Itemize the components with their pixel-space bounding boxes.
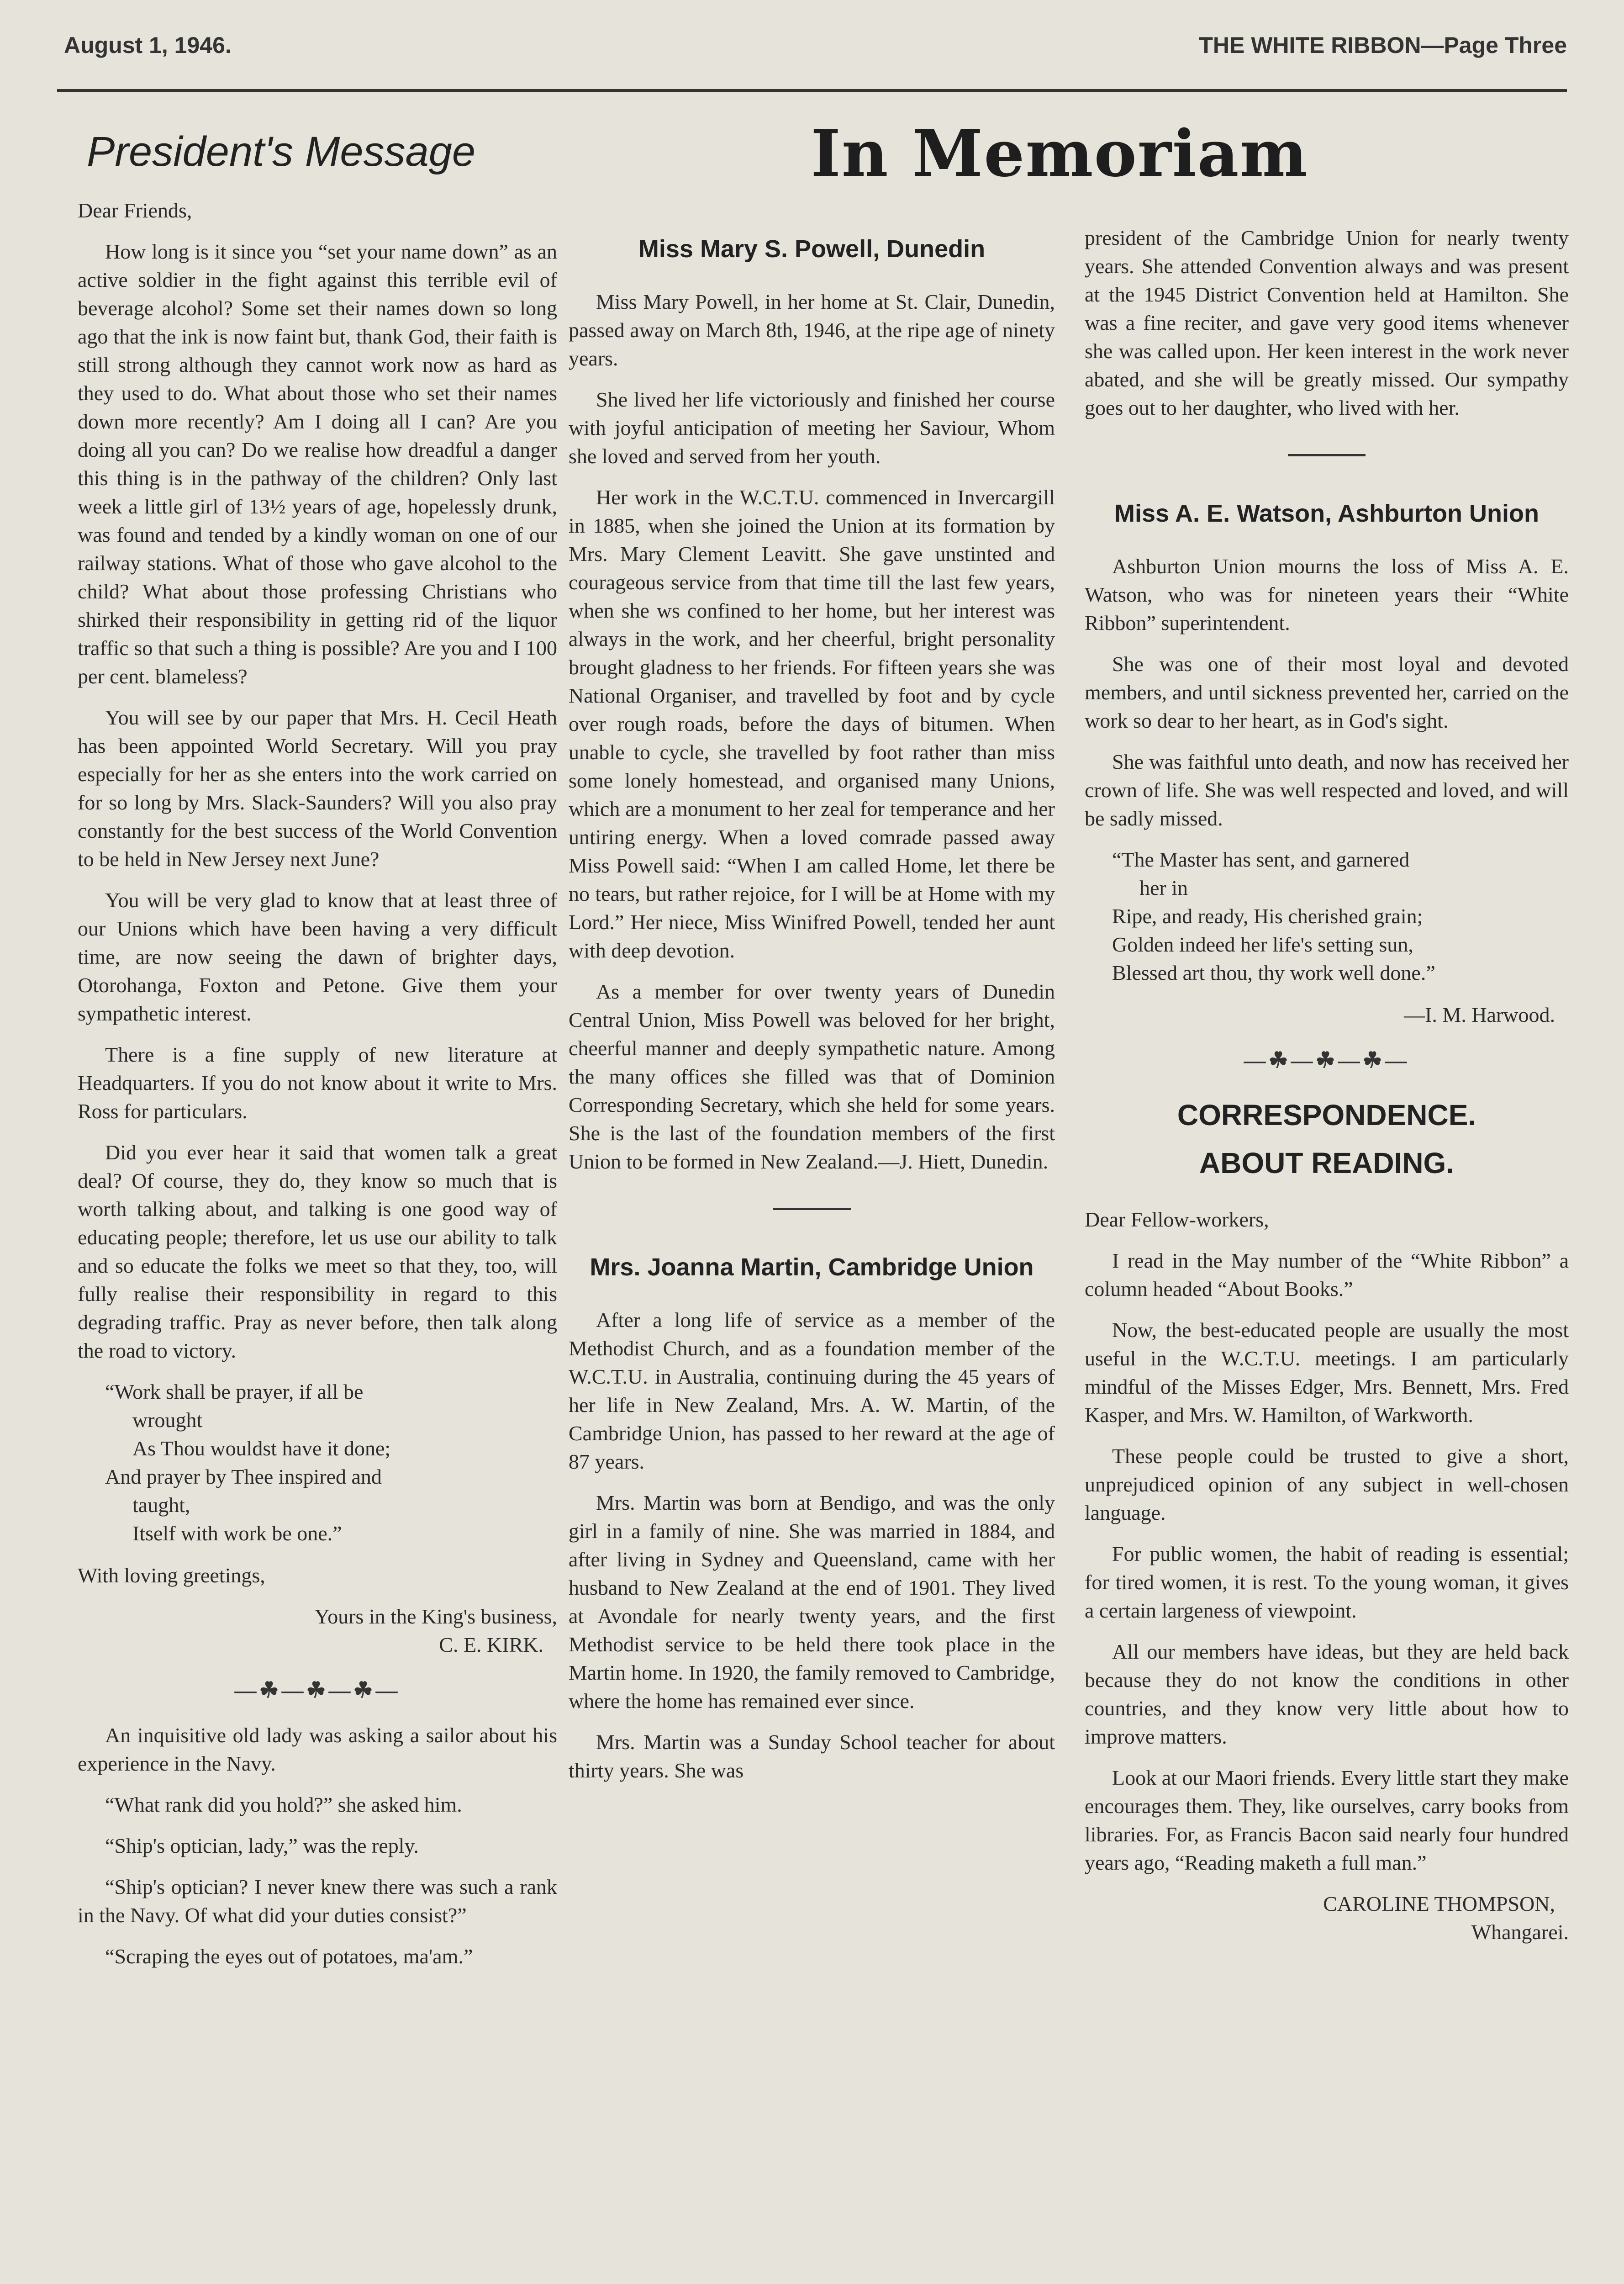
correspondence-title (1085, 1091, 1569, 1187)
martin-obituary-title: Mrs. Joanna Martin, Cambridge Union (590, 1253, 1034, 1281)
right-column (1085, 224, 1569, 1956)
president-salutation: Dear Friends, (78, 199, 192, 222)
signature-name: C. E. KIRK. (439, 1633, 543, 1656)
signature-name: CAROLINE THOMPSON, (1323, 1892, 1555, 1915)
ornament-divider: —☘—☘—☘— (1244, 1048, 1410, 1073)
signature-line: Yours in the King's business, (314, 1605, 557, 1628)
obituary-paragraph: Her work in the W.C.T.U. commenced in Invercargill in 1885, when she joined the Union at its formation by Mrs. Mary Clement Leavitt. She gave unstinted and courageous service from that time till the last few years, when she ws confined to her home, but her interest was always in the work, and her cheerful, bright personality brought gladness to her friends. For fifteen years she was National Organiser, and travelled by foot and by cycle over rough roads, before the days of bitumen. When unable to cycle, she travelled by foot rather than miss some lonely homestead, and organised many Unions, which are a monument to her zeal for temperance and her untiring energy. When a loved comrade passed away Miss Powell said: “When I am called Home, let there be no tears, but rather rejoice, for I will be at Home with my Lord.” Her niece, Miss Winifred Powell, tended her aunt with deep devotion. (569, 486, 1055, 962)
president-paragraph: You will be very glad to know that at least three of our Unions which have been having a very difficult time, are now seeing the dawn of brighter days, Otorohanga, Foxton and Petone. Give them your sympathetic interest. (78, 888, 557, 1025)
in-memoriam-masthead: In Memoriam (811, 116, 1308, 191)
poem-line: “The Master has sent, and garnered (1112, 848, 1410, 871)
president-paragraph: How long is it since you “set your name down” as an active soldier in the fight against this terrible evil of beverage alcohol? Some set their names down so long ago that the ink is now faint but, thank God, their faith is still strong although they cannot work now as hard as they used to do. What about those who set their names down more recently? Am I doing all I can? Are you doing all you can? Do we realise how dreadful a danger this thing is in the pathway of the children? Only last week a little girl of 13½ years of age, hopelessly drunk, was found and tended by a kindly woman on one of our railway stations. What of those who gave alcohol to the child? What about those professing Christians who shirked their responsibility in getting rid of the liquor traffic so that such a thing is possible? Are you and I 100 per cent. blameless? (78, 240, 557, 688)
obituary-paragraph: She was faithful unto death, and now has received her crown of life. She was well respected and loved, and will be sadly missed. (1085, 750, 1569, 830)
letter-paragraph: I read in the May number of the “White Ribbon” a column headed “About Books.” (1085, 1249, 1569, 1301)
poem-line: Golden indeed her life's setting sun, (1112, 933, 1413, 956)
president-paragraph: There is a fine supply of new literature at Headquarters. If you do not know about it write to Mrs. Ross for particulars. (78, 1043, 557, 1123)
anecdote-paragraph: An inquisitive old lady was asking a sailor about his experience in the Navy. (78, 1724, 557, 1775)
signature-place: Whangarei. (1471, 1920, 1569, 1944)
obituary-paragraph: Mrs. Martin was born at Bendigo, and was the only girl in a family of nine. She was married in 1884, and after living in Sydney and Queensland, came with her husband to New Zealand at the end of 1901. They lived at Avondale for nearly twenty years, and the first Methodist service to be held there took place in the Martin home. In 1920, the family removed to Cambridge, where the home has remained ever since. (569, 1491, 1055, 1713)
obituary-paragraph: Ashburton Union mourns the loss of Miss A. E. Watson, who was for nineteen years their “White Ribbon” superintendent. (1085, 555, 1569, 634)
obituary-paragraph: Miss Mary Powell, in her home at St. Clair, Dunedin, passed away on March 8th, 1946, at the ripe age of ninety years. (569, 290, 1055, 370)
poem-line: As Thou wouldst have it done; (132, 1437, 391, 1460)
poem-line: And prayer by Thee inspired and (105, 1465, 382, 1488)
poem-line: Ripe, and ready, His cherished grain; (1112, 904, 1423, 928)
anecdote-paragraph: “Scraping the eyes out of potatoes, ma'am.” (105, 1945, 473, 1968)
letter-paragraph: All our members have ideas, but they are held back because they do not know the conditions in other countries, and they know very little about how to improve matters. (1085, 1640, 1569, 1748)
letter-salutation: Dear Fellow-workers, (1085, 1208, 1269, 1231)
poem-line: wrought (132, 1408, 203, 1432)
obituary-paragraph: She lived her life victoriously and finished her course with joyful anticipation of meeting her Saviour, Whom she loved and served from her youth. (569, 388, 1055, 468)
obituary-paragraph: She was one of their most loyal and devoted members, and until sickness prevented her, carried on the work so dear to her heart, as in God's sight. (1085, 652, 1569, 732)
obituary-paragraph: After a long life of service as a member of the Methodist Church, and as a foundation member of the W.C.T.U. in Australia, continuing during the 45 years of her life in New Zealand, Mrs. A. W. Martin, of the Cambridge Union, has passed to her reward at the age of 87 years. (569, 1308, 1055, 1473)
letter-signature (1085, 1890, 1569, 1946)
anecdote-paragraph: “Ship's optician, lady,” was the reply. (105, 1834, 419, 1857)
poem-line: Itself with work be one.” (132, 1522, 342, 1545)
watson-obituary-title: Miss A. E. Watson, Ashburton Union (1114, 500, 1539, 527)
letter-paragraph: These people could be trusted to give a short, unprejudiced opinion of any subject in well-chosen language. (1085, 1444, 1569, 1524)
credit-line: —I. M. Harwood. (1404, 1003, 1555, 1026)
ornament-divider: —☘—☘—☘— (234, 1678, 401, 1702)
poem-line: “Work shall be prayer, if all be (105, 1380, 364, 1403)
anecdote-paragraph: “Ship's optician? I never knew there was such a rank in the Navy. Of what did your duties consist?” (78, 1875, 557, 1927)
martin-continued-paragraph: president of the Cambridge Union for nearly twenty years. She attended Convention always and was present at the 1945 District Convention held at Hamilton. She was a fine reciter, and gave very good items whenever she was called upon. Her keen interest in the work never abated, and she will be greatly missed. Our sympathy goes out to her daughter, who lived with her. (1085, 226, 1569, 419)
correspondence-heading: CORRESPONDENCE. (1177, 1099, 1476, 1131)
president-closing: With loving greetings, (78, 1564, 265, 1587)
anecdote-paragraph: “What rank did you hold?” she asked him. (105, 1793, 462, 1816)
poem-line: Blessed art thou, thy work well done.” (1112, 961, 1435, 984)
watson-poem (1085, 846, 1569, 987)
letter-paragraph: Look at our Maori friends. Every little start they make encourages them. They, like ourselves, carry books from libraries. For, as Francis Bacon said nearly four hundred years ago, “Reading maketh a full man.” (1085, 1766, 1569, 1874)
section-rule (1288, 454, 1366, 456)
obituary-paragraph: Mrs. Martin was a Sunday School teacher for about thirty years. She was (569, 1730, 1055, 1782)
president-paragraph: Did you ever hear it said that women talk a great deal? Of course, they do, they know so much that is worth talking about, and talking is one good way of educating people; therefore, let us use our ability to talk and so educate the folks we meet so that they, too, will fully realise their responsibility in regard to this degrading traffic. Pray as never before, then talk along the road to victory. (78, 1141, 557, 1362)
letter-paragraph: Now, the best-educated people are usually the most useful in the W.C.T.U. meetings. I am particularly mindful of the Misses Edger, Mrs. Bennett, Mrs. Fred Kasper, and Mrs. W. Hamilton, of Warkworth. (1085, 1318, 1569, 1427)
poem-line: her in (1139, 876, 1188, 899)
correspondence-subheading: ABOUT READING. (1199, 1147, 1455, 1179)
obituary-paragraph: As a member for over twenty years of Dunedin Central Union, Miss Powell was beloved for her bright, cheerful manner and deeply sympathetic nature. Among the many offices she filled was that of Dominion Corresponding Secretary, which she held for some years. She is the last of the foundation members of the first Union to be formed in New Zealand.—J. Hiett, Dunedin. (569, 980, 1055, 1173)
issue-date: August 1, 1946. (64, 32, 232, 58)
letter-paragraph: For public women, the habit of reading is essential; for tired women, it is rest. To the young woman, it gives a certain largeness of viewpoint. (1085, 1542, 1569, 1622)
page-header: THE WHITE RIBBON—Page Three (1199, 32, 1567, 58)
poem-credit (1085, 1001, 1569, 1029)
poem-line: taught, (132, 1493, 190, 1517)
president-message-column (78, 114, 557, 1983)
obituaries-column (569, 228, 1055, 1798)
header-rule (57, 89, 1567, 92)
president-signature (78, 1602, 557, 1659)
president-poem (78, 1378, 557, 1548)
section-rule (773, 1208, 851, 1210)
powell-obituary-title: Miss Mary S. Powell, Dunedin (638, 235, 986, 263)
president-message-title: President's Message (87, 128, 476, 175)
president-paragraph: You will see by our paper that Mrs. H. Cecil Heath has been appointed World Secretary. Will you pray especially for her as she enters into the work carried on for so long by Mrs. Slack-Saunders? Will you also pray constantly for the best success of the World Convention to be held in New Jersey next June? (78, 706, 557, 871)
